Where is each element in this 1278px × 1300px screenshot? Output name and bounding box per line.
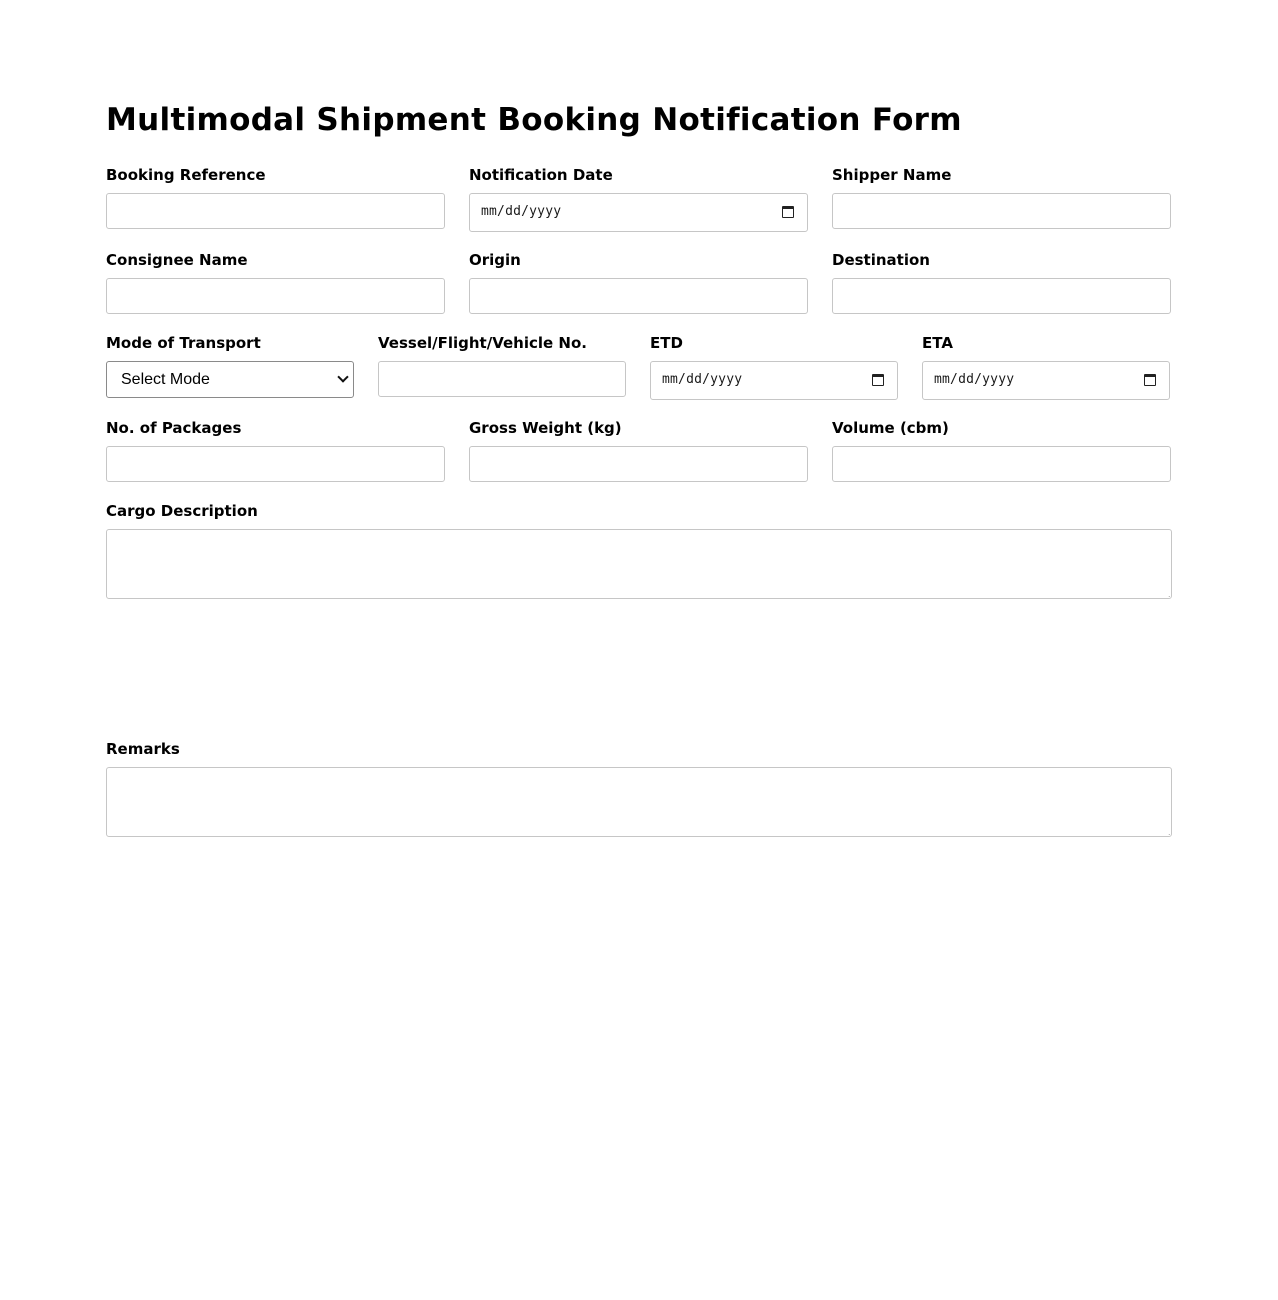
packages-group <box>106 418 445 482</box>
cargo-description-label: Cargo Description <box>106 502 258 520</box>
consignee-name-input[interactable] <box>106 278 445 314</box>
form-row-4 <box>106 418 1172 482</box>
mode-of-transport-select[interactable] <box>106 361 354 398</box>
consignee-name-group <box>106 250 445 314</box>
eta-input[interactable] <box>922 361 1170 400</box>
origin-input[interactable] <box>469 278 808 314</box>
destination-group <box>832 250 1171 314</box>
consignee-name-label: Consignee Name <box>106 251 248 269</box>
shipper-name-label: Shipper Name <box>832 166 952 184</box>
booking-reference-group <box>106 165 445 232</box>
calendar-icon[interactable] <box>782 206 794 218</box>
calendar-icon[interactable] <box>1144 374 1156 386</box>
booking-reference-label: Booking Reference <box>106 166 266 184</box>
booking-reference-input[interactable] <box>106 193 445 229</box>
chevron-down-icon[interactable] <box>337 371 348 382</box>
volume-group <box>832 418 1171 482</box>
mode-of-transport-label: Mode of Transport <box>106 334 261 352</box>
etd-group <box>650 333 898 400</box>
vessel-no-label: Vessel/Flight/Vehicle No. <box>378 334 587 352</box>
page-title: Multimodal Shipment Booking Notification Form <box>106 102 962 138</box>
eta-value: mm/dd/yyyy <box>934 372 1015 387</box>
eta-group <box>922 333 1170 400</box>
shipper-name-group <box>832 165 1171 232</box>
resize-handle-icon[interactable] <box>1162 589 1170 597</box>
eta-label: ETA <box>922 334 953 352</box>
form-row-3 <box>106 333 1172 400</box>
vessel-no-group <box>378 333 626 400</box>
remarks-group <box>106 739 1172 837</box>
calendar-icon[interactable] <box>872 374 884 386</box>
shipper-name-input[interactable] <box>832 193 1171 229</box>
volume-input[interactable] <box>832 446 1171 482</box>
gross-weight-group <box>469 418 808 482</box>
gross-weight-input[interactable] <box>469 446 808 482</box>
cargo-description-group <box>106 501 1172 599</box>
origin-label: Origin <box>469 251 521 269</box>
remarks-textarea[interactable] <box>106 767 1172 837</box>
cargo-description-textarea[interactable] <box>106 529 1172 599</box>
mode-of-transport-value: Select Mode <box>121 371 210 388</box>
etd-input[interactable] <box>650 361 898 400</box>
notification-date-input[interactable] <box>469 193 808 232</box>
form-row-2 <box>106 250 1172 314</box>
vessel-no-input[interactable] <box>378 361 626 397</box>
origin-group <box>469 250 808 314</box>
destination-label: Destination <box>832 251 930 269</box>
packages-label: No. of Packages <box>106 419 242 437</box>
volume-label: Volume (cbm) <box>832 419 949 437</box>
etd-label: ETD <box>650 334 683 352</box>
gross-weight-label: Gross Weight (kg) <box>469 419 622 437</box>
notification-date-group <box>469 165 808 232</box>
notification-date-label: Notification Date <box>469 166 613 184</box>
remarks-label: Remarks <box>106 740 180 758</box>
resize-handle-icon[interactable] <box>1162 827 1170 835</box>
form-row-1 <box>106 165 1172 232</box>
etd-value: mm/dd/yyyy <box>662 372 743 387</box>
packages-input[interactable] <box>106 446 445 482</box>
notification-date-value: mm/dd/yyyy <box>481 204 562 219</box>
mode-of-transport-group <box>106 333 354 400</box>
destination-input[interactable] <box>832 278 1171 314</box>
booking-form <box>106 96 1172 837</box>
